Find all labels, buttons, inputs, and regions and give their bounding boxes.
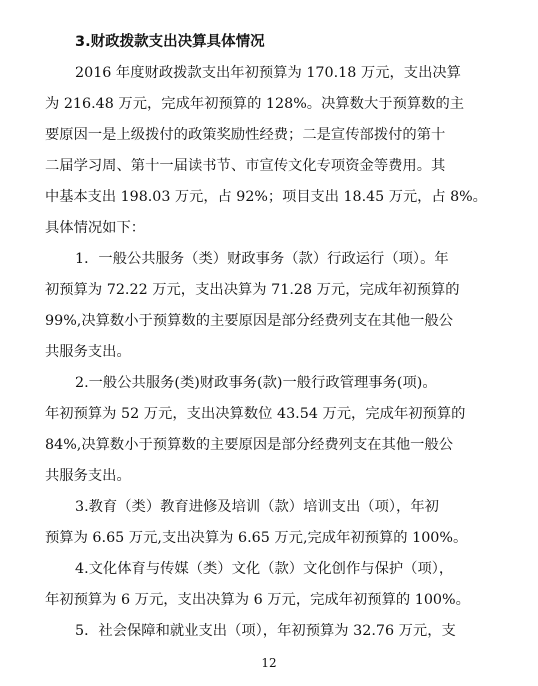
paragraph-line: 84%,决算数小于预算数的主要原因是部分经费列支在其他一般公 xyxy=(45,437,454,453)
paragraph-line: 2016 年度财政拨款支出年初预算为 170.18 万元，支出决算 xyxy=(75,65,461,81)
page-number: 12 xyxy=(261,656,277,670)
paragraph-line: 1．一般公共服务（类）财政事务（款）行政运行（项）。年 xyxy=(75,251,449,267)
paragraph-line: 2.一般公共服务(类)财政事务(款)一般行政管理事务(项)。 xyxy=(75,375,437,391)
paragraph-line: 初预算为 72.22 万元，支出决算为 71.28 万元，完成年初预算的 xyxy=(45,282,460,298)
paragraph-line: 共服务支出。 xyxy=(45,344,131,360)
paragraph-line: 具体情况如下： xyxy=(45,220,146,236)
paragraph-line: 为 216.48 万元，完成年初预算的 128%。决算数大于预算数的主 xyxy=(45,96,465,112)
paragraph-line: 年初预算为 6 万元，支出决算为 6 万元，完成年初预算的 100%。 xyxy=(45,592,470,608)
paragraph-line: 预算为 6.65 万元,支出决算为 6.65 万元,完成年初预算的 100%。 xyxy=(45,530,468,546)
paragraph-line: 4.文化体育与传媒（类）文化（款）文化创作与保护（项）， xyxy=(75,561,454,577)
paragraph-line: 5．社会保障和就业支出（项），年初预算为 32.76 万元，支 xyxy=(75,623,456,639)
paragraph-line: 要原因一是上级拨付的政策奖励性经费；二是宣传部拨付的第十 xyxy=(45,127,446,143)
paragraph-line: 99%,决算数小于预算数的主要原因是部分经费列支在其他一般公 xyxy=(45,313,454,329)
paragraph-line: 3.教育（类）教育进修及培训（款）培训支出（项），年初 xyxy=(75,499,439,515)
paragraph-line: 二届学习周、第十一届读书节、市宣传文化专项资金等费用。其 xyxy=(45,158,446,174)
paragraph-line: 年初预算为 52 万元，支出决算数位 43.54 万元，完成年初预算的 xyxy=(45,406,466,422)
section-heading: 3.财政拨款支出决算具体情况 xyxy=(75,34,265,50)
paragraph-line: 中基本支出 198.03 万元，占 92%；项目支出 18.45 万元，占 8%。 xyxy=(45,189,487,205)
paragraph-line: 共服务支出。 xyxy=(45,468,131,484)
